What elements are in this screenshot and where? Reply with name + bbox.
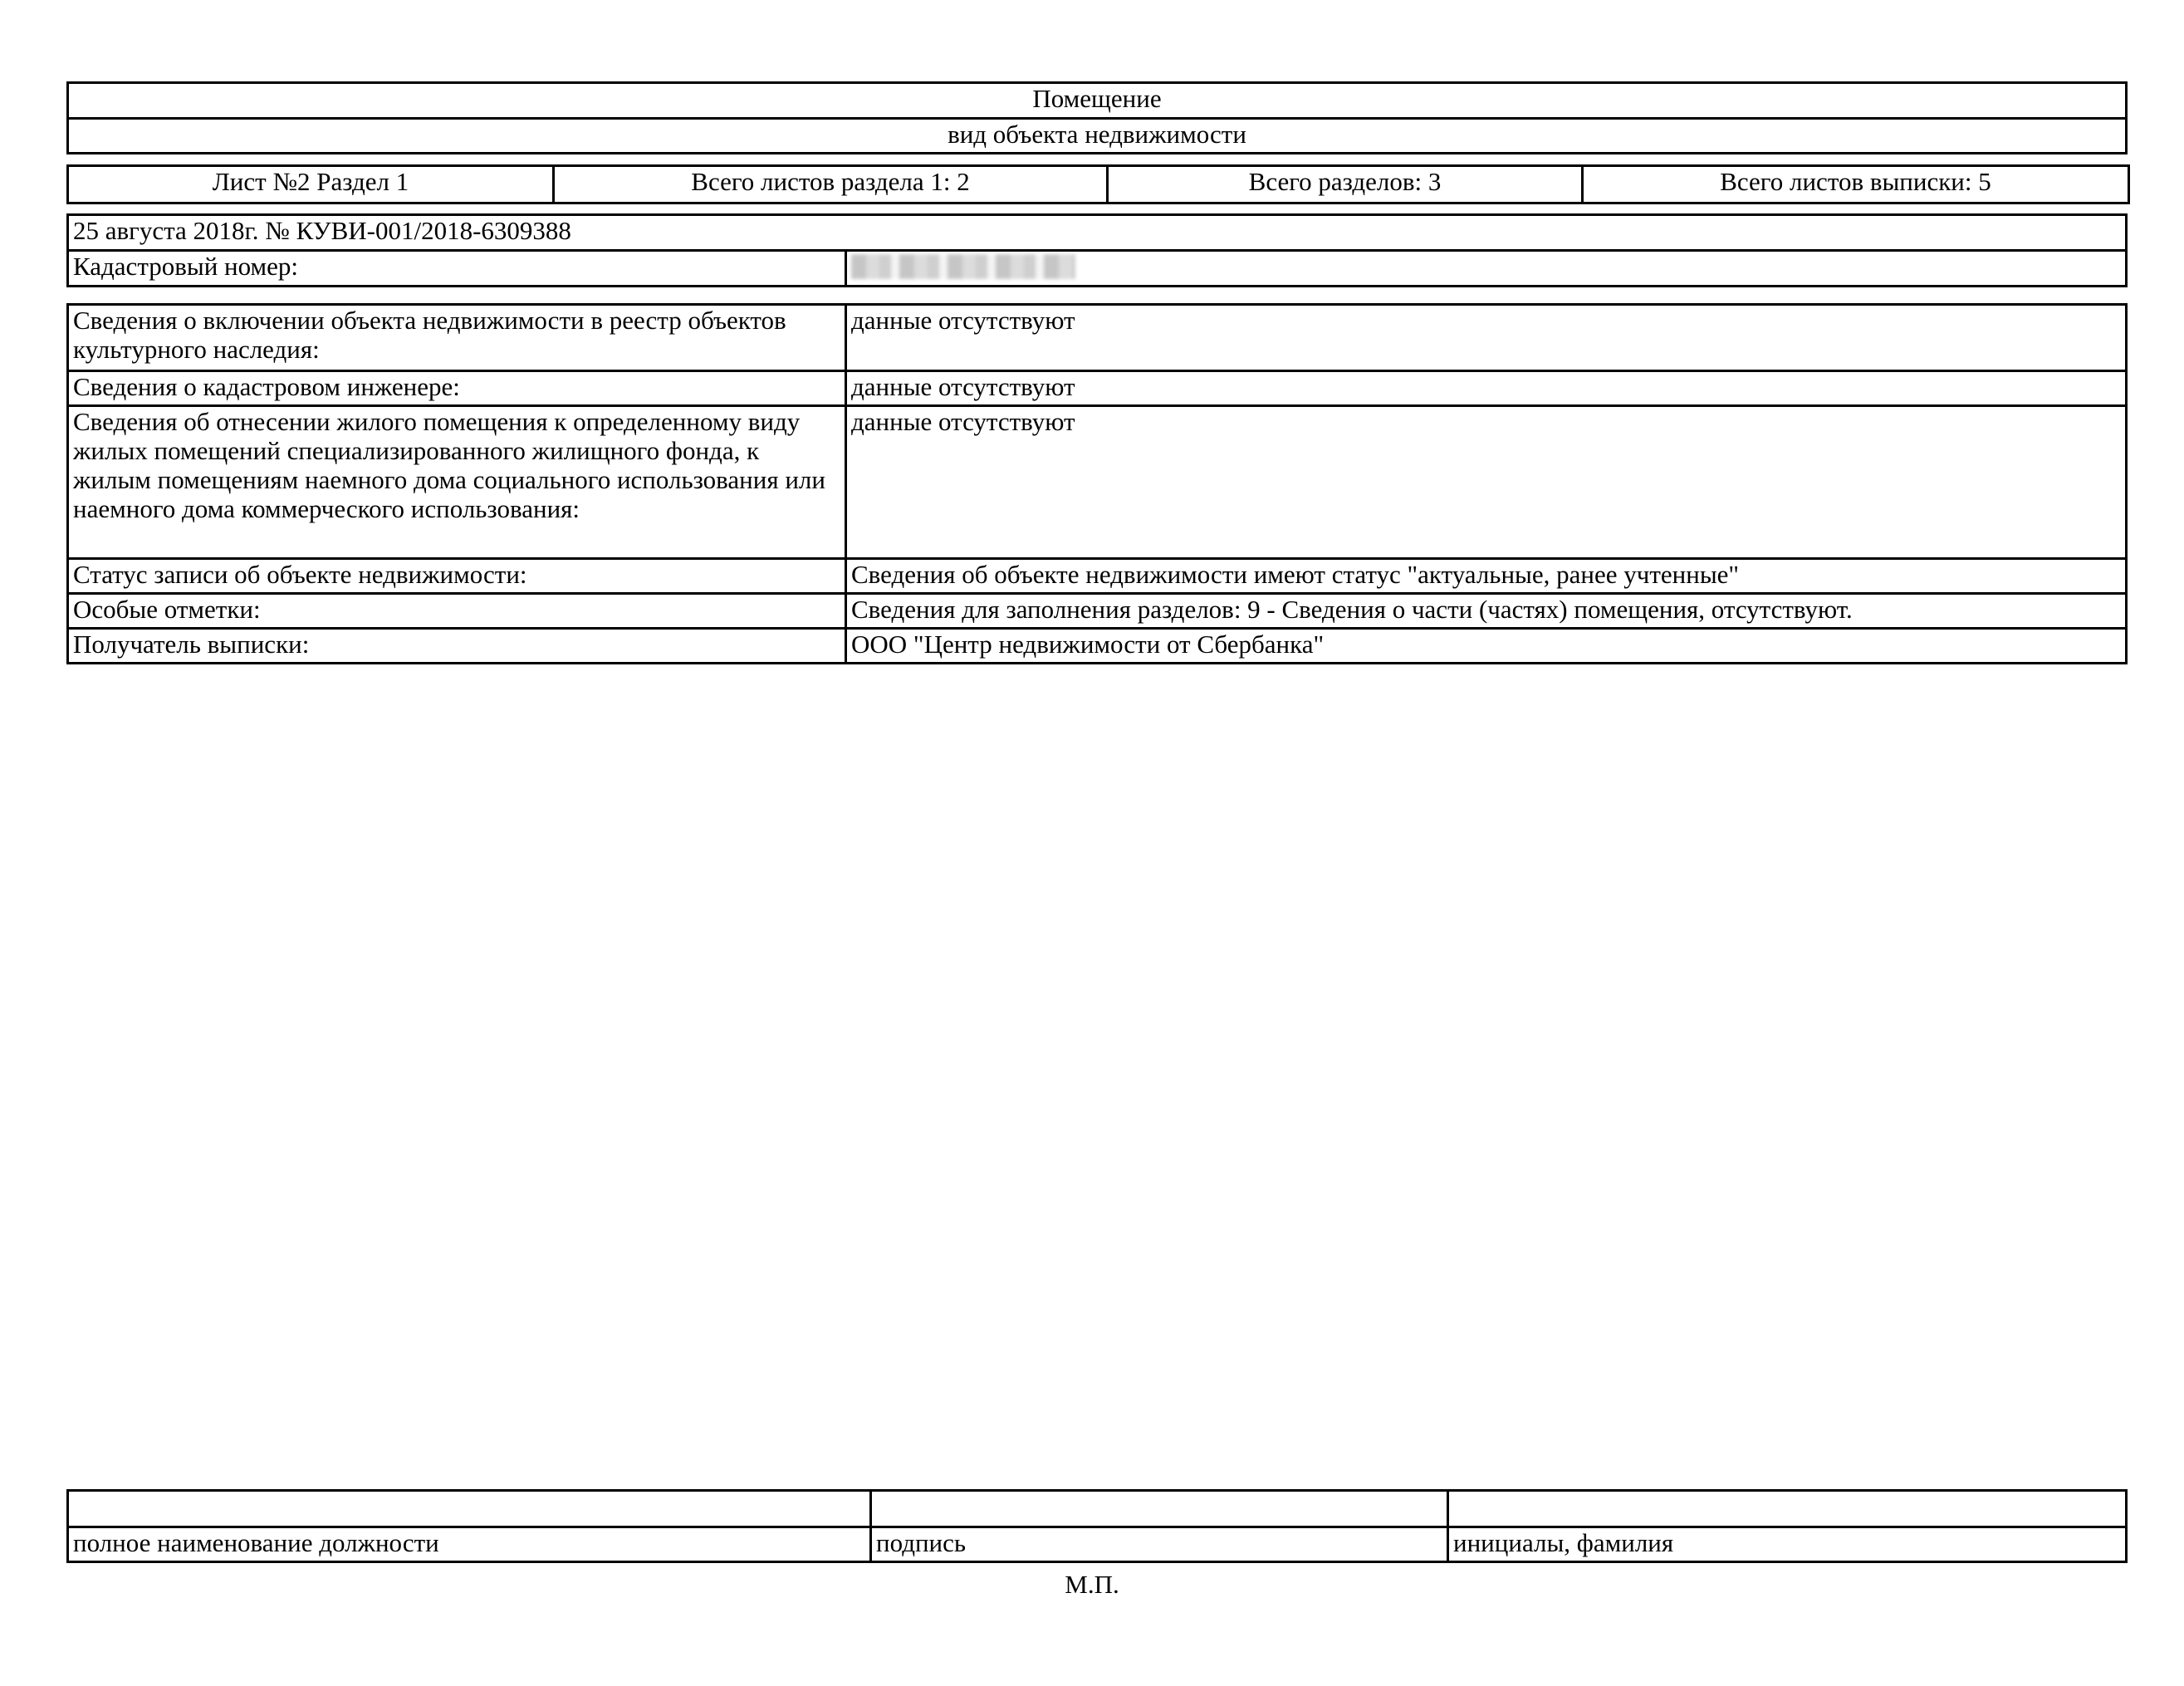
object-type: Помещение [68,83,2127,119]
detail-row [68,305,2127,371]
total-sections: Всего разделов: 3 [1108,166,1583,203]
cadastral-number-redacted [846,251,2127,287]
detail-value: данные отсутствуют [846,305,2127,371]
stamp-place: М.П. [1065,1570,1119,1599]
name-caption: инициалы, фамилия [1448,1527,2127,1562]
total-section-sheets: Всего листов раздела 1: 2 [554,166,1108,203]
sheet-section: Лист №2 Раздел 1 [68,166,554,203]
document-id-block [66,213,2128,287]
position-field [68,1491,871,1527]
detail-label: Получатель выписки: [68,629,846,664]
redacted-value [851,254,1075,279]
detail-row [68,629,2127,664]
signature-caption: подпись [871,1527,1448,1562]
total-extract-sheets: Всего листов выписки: 5 [1583,166,2129,203]
name-field [1448,1491,2127,1527]
detail-value: Сведения об объекте недвижимости имеют статус "актуальные, ранее учтенные" [846,559,2127,594]
detail-row [68,371,2127,406]
detail-label: Особые отметки: [68,594,846,629]
position-caption: полное наименование должности [68,1527,871,1562]
date-number: 25 августа 2018г. № КУВИ-001/2018-6309388 [68,215,2127,251]
object-type-header [66,81,2128,154]
detail-row [68,559,2127,594]
detail-label: Сведения об отнесении жилого помещения к определенному виду жилых помещений специализированного жилищного фонда, к жилым помещениям наемного дома социального использования или наемного дома коммерческого использования: [68,406,846,559]
object-type-caption: вид объекта недвижимости [68,119,2127,154]
detail-value: данные отсутствуют [846,371,2127,406]
cadastral-label: Кадастровый номер: [68,251,846,287]
details-table [66,303,2128,664]
detail-label: Статус записи об объекте недвижимости: [68,559,846,594]
detail-value: данные отсутствуют [846,406,2127,559]
signature-block [66,1489,2128,1563]
detail-label: Сведения о включении объекта недвижимости в реестр объектов культурного наследия: [68,305,846,371]
detail-row [68,594,2127,629]
detail-value: Сведения для заполнения разделов: 9 - Сведения о части (частях) помещения, отсутствуют. [846,594,2127,629]
detail-row [68,406,2127,559]
detail-value: ООО "Центр недвижимости от Сбербанка" [846,629,2127,664]
detail-label: Сведения о кадастровом инженере: [68,371,846,406]
signature-field [871,1491,1448,1527]
sheet-info-row [66,164,2128,204]
